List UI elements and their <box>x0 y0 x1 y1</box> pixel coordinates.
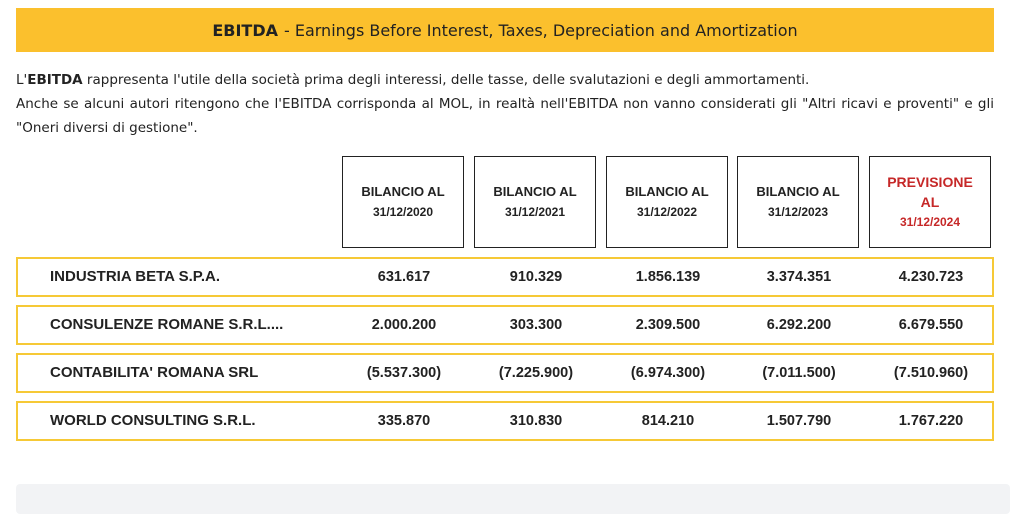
value-cell: 4.230.723 <box>898 269 964 285</box>
value-cell: 6.679.550 <box>898 317 964 333</box>
banner-title-rest: - Earnings Before Interest, Taxes, Depreciation and Amortization <box>283 20 798 40</box>
value-cell: 631.617 <box>377 269 431 285</box>
intro-line-2: Anche se alcuni autori ritengono che l'EBITDA corrisponda al MOL, in realtà nell'EBITDA non vanno considerati gli "Altri ricavi e proventi" e gli "Oneri diversi di gestione". <box>16 96 994 136</box>
company-name: CONTABILITA' ROMANA SRL <box>50 364 259 381</box>
column-header-2023: BILANCIO AL 31/12/2023 <box>737 156 859 248</box>
column-header-2021: BILANCIO AL 31/12/2021 <box>474 156 596 248</box>
value-cell: 303.300 <box>509 317 563 333</box>
value-cell: 1.767.220 <box>898 413 964 429</box>
table-row <box>16 257 994 297</box>
value-cell: (5.537.300) <box>366 365 442 381</box>
value-cell: (6.974.300) <box>630 365 706 381</box>
table-row <box>16 305 994 345</box>
value-cell: (7.225.900) <box>498 365 574 381</box>
intro-text <box>16 68 994 140</box>
column-header-forecast-2024: PREVISIONE AL 31/12/2024 <box>869 156 991 248</box>
value-cell: 1.507.790 <box>766 413 832 429</box>
value-cell: (7.510.960) <box>893 365 969 381</box>
value-cell: 335.870 <box>377 413 431 429</box>
value-cell: 310.830 <box>509 413 563 429</box>
value-cell: 910.329 <box>509 269 563 285</box>
banner-title-bold: EBITDA <box>212 20 278 40</box>
value-cell: 6.292.200 <box>766 317 832 333</box>
column-header-2020: BILANCIO AL 31/12/2020 <box>342 156 464 248</box>
value-cell: 1.856.139 <box>635 269 701 285</box>
table-row <box>16 401 994 441</box>
value-cell: 2.309.500 <box>635 317 701 333</box>
company-name: CONSULENZE ROMANE S.R.L.... <box>50 316 284 333</box>
column-header-2022: BILANCIO AL 31/12/2022 <box>606 156 728 248</box>
table-row <box>16 353 994 393</box>
value-cell: 2.000.200 <box>371 317 437 333</box>
intro-line-1: L'EBITDA rappresenta l'utile della società prima degli interessi, delle tasse, delle svalutazioni e degli ammortamenti. <box>16 72 810 88</box>
company-name: WORLD CONSULTING S.R.L. <box>50 412 256 429</box>
value-cell: 3.374.351 <box>766 269 832 285</box>
page-banner <box>16 8 994 52</box>
company-name: INDUSTRIA BETA S.P.A. <box>50 268 221 285</box>
value-cell: (7.011.500) <box>762 365 836 381</box>
value-cell: 814.210 <box>641 413 695 429</box>
